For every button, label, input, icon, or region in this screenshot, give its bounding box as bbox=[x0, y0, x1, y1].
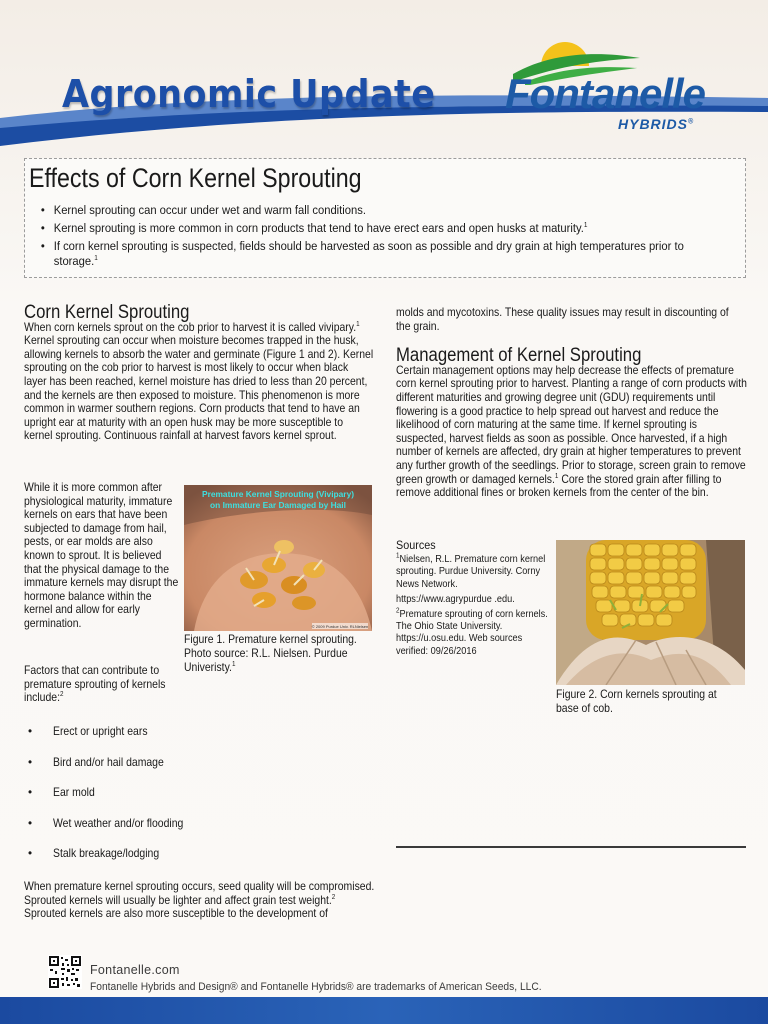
footer-site: Fontanelle.com bbox=[90, 963, 180, 977]
paragraph: molds and mycotoxins. These quality issues may result in discounting of the grain. bbox=[396, 306, 729, 333]
logo-name: Fontanelle bbox=[505, 70, 706, 117]
paragraph: Factors that can contribute to premature sprouting of kernels include:$^2$ bbox=[24, 664, 166, 705]
section-heading-sprouting: Corn Kernel Sprouting bbox=[24, 302, 190, 323]
fontanelle-logo bbox=[505, 30, 725, 140]
summary-heading: Effects of Corn Kernel Sprouting bbox=[29, 163, 362, 193]
left-column-para3 bbox=[24, 664, 179, 705]
source-item: $^2$Premature sprouting of corn kernels. The Ohio State University. bbox=[396, 607, 548, 633]
sources-heading: Sources bbox=[396, 538, 436, 552]
source-url: https://www.agrypurdue .edu. bbox=[396, 593, 515, 605]
qr-code-icon bbox=[48, 955, 82, 989]
figure-1-photo bbox=[184, 485, 372, 631]
section-heading-management: Management of Kernel Sprouting bbox=[396, 345, 642, 367]
summary-bullet: • If corn kernel sprouting is suspected, fields should be harvested as soon as possible and dry grain at high temperatures prior to storage.$^1$ bbox=[39, 239, 716, 269]
figure-1-overlay-line2: on Immature Ear Damaged by Hail bbox=[210, 500, 346, 510]
list-item: • Erect or upright ears bbox=[28, 725, 148, 738]
figure-1-overlay-line1: Premature Kernel Sprouting (Vivipary) bbox=[201, 489, 355, 499]
footer bbox=[0, 945, 768, 1024]
figure-1-watermark: © 2009 Purdue Univ. RLNielsen bbox=[311, 624, 369, 629]
divider bbox=[396, 846, 746, 848]
source-item: $^1$Nielsen, R.L. Premature corn kernel sprouting. Purdue University. Corny News Network. bbox=[396, 552, 546, 590]
list-item: • Ear mold bbox=[28, 786, 95, 799]
sources bbox=[396, 539, 550, 658]
paragraph: When corn kernels sprout on the cob prior to harvest it is called vivipary.$^1$ Kernel sprouting can occur when moisture becomes trapped in the husk, allowing kernels to absorb the water and germinate (Figure 1 and 2). Kernel sprouting on the cob prior to harvest is most likely to occur when black layer has been reached, kernel moisture has dried to less than 20 percent, and the kernels are then exposed to moisture. This phenomenon is more common in warmer southern regions. Corn products that tend to have an upright ear at maturity with an open husk may be more susceptible to kernel sprouting. Continuous rainfall at harvest favors kernel sprout. bbox=[24, 320, 374, 443]
footer-band bbox=[0, 997, 768, 1024]
paragraph: While it is more common after physiological maturity, immature kernels on ears that have been subjected to damage from hail, pests, or ear molds are also known to sprout. It is believed that the physical damage to the immature kernels may disrupt the hormone balance within the kernel and allow for early germination. bbox=[24, 481, 179, 630]
left-column-para4 bbox=[24, 880, 376, 921]
list-item: • Bird and/or hail damage bbox=[28, 755, 164, 769]
header bbox=[0, 0, 768, 150]
logo-sub: HYBRIDS® bbox=[618, 116, 695, 132]
footer-trademark: Fontanelle Hybrids and Design® and Fontanelle Hybrids® are trademarks of American Seeds, LLC. bbox=[90, 981, 542, 993]
paragraph: When premature kernel sprouting occurs, seed quality will be compromised. Sprouted kernels will usually be lighter and affect grain test weight.$^2$ Sprouted kernels are also more susceptible to the development of bbox=[24, 880, 375, 921]
summary-bullet: • Kernel sprouting can occur under wet and warm fall conditions. bbox=[39, 203, 735, 218]
factors-list bbox=[28, 725, 328, 878]
source-url: https://u.osu.edu. Web sources verified: 09/26/2016 bbox=[396, 633, 523, 657]
right-column bbox=[396, 306, 746, 500]
summary-bullet: • Kernel sprouting is more common in corn products that tend to have erect ears and open husks at maturity.$^1$ bbox=[39, 221, 735, 236]
left-column-para2 bbox=[24, 481, 179, 631]
figure-1-caption: Figure 1. Premature kernel sprouting. Photo source: R.L. Nielsen. Purdue Univeristy.$^1$ bbox=[184, 633, 357, 674]
summary-box bbox=[24, 158, 746, 278]
left-column-top bbox=[24, 302, 376, 443]
figure-2-photo bbox=[556, 540, 745, 685]
paragraph: Certain management options may help decrease the effects of premature corn kernel sprouting prior to harvest. Planting a range of corn products with different maturities and growing degree unit (GDU) requirements until flowering is a good practice to help spread out harvest and reduce the likelihood of corn maturing at the same time. If kernel sprouting is suspected, harvest fields as soon as possible. Once harvested, if a high number of kernels are affected, dry grain at higher temperatures to prevent any further growth of the seedlings. Prior to storage, screen grain to remove green growth or damaged kernels.$^1$ Core the stored grain after filling to remove additional fines or broken kernels from the center of the bin. bbox=[396, 363, 747, 500]
summary-bullets bbox=[39, 203, 719, 272]
figure-2-caption: Figure 2. Corn kernels sprouting at base of cob. bbox=[556, 688, 717, 715]
page-title: Agronomic Update bbox=[62, 72, 436, 116]
corn-kernels-icon bbox=[586, 540, 706, 640]
list-item: • Wet weather and/or flooding bbox=[28, 816, 184, 830]
list-item: • Stalk breakage/lodging bbox=[28, 847, 160, 860]
